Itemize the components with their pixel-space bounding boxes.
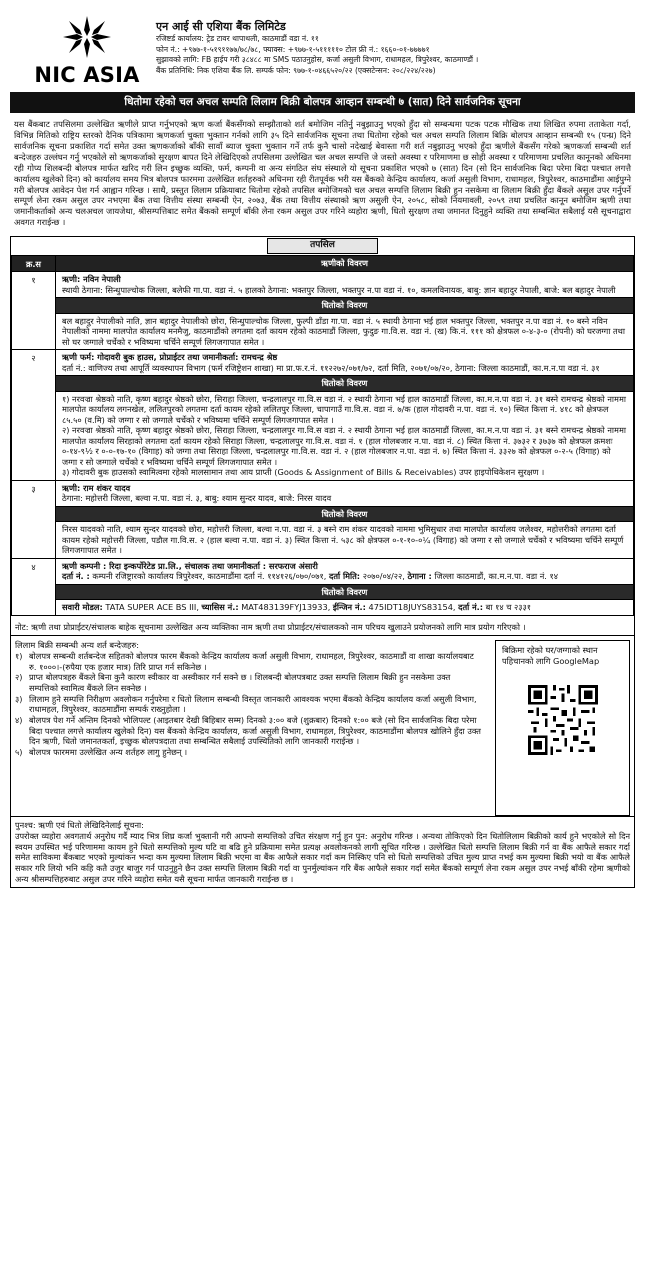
table-row bbox=[12, 480, 634, 506]
collateral-header: धितोको विवरण bbox=[56, 584, 634, 600]
borrower-name: ऋणी: राम शंकर यादव bbox=[62, 482, 131, 493]
table-row bbox=[12, 350, 634, 376]
collateral-details: निरस यादवको नाति, श्याम सुन्दर यादवको छोरा, महोत्तरी जिल्ला, बल्वा न.पा. वडा नं. ३ बस्ने राम शंकर यादवको नाममा भुमिसुधार तथा मालपोत कार्यालय जलेश्वर, महोत्तरीको लगतमा दर्ता कायम रहेको महोत्तरी जिल्ला, पडौल गा.वि.स. २ (हाल बल्वा न.पा. वडा नं. ३) स्थित कित्ता नं. ५३८ को क्षेत्रफल ०-१-१०-०¼ (विगाह) को जग्गा र सो जग्गाले चर्चेको र भविष्यमा चर्चिने सम्पूर्ण लिगजगापात समेत । bbox=[56, 522, 634, 559]
row-sn: २ bbox=[12, 350, 56, 481]
footer-notice bbox=[11, 816, 634, 887]
list-item: ५) बोलपत्र फारममा उल्लेखित अन्य शर्तहरु लागु हुनेछन् । bbox=[15, 746, 188, 757]
collateral-item: २) नरवज्रा श्रेष्ठको नाति, कृष्ण बहादुर श्रेष्ठको छोरा, सिराहा जिल्ला, चन्द्रलालपुर गा.वि.स वडा नं. २ स्थायी ठेगाना भई हाल काठमाडौं जिल्ला, का.म.न.पा वडा नं. ३१ बस्ने रामचन्द्र श्रेष्ठको नाममा मालपोत कार्यालय सिरहाको लगतमा दर्ता कायम रहेको सिराहा जिल्ला, चन्द्रलालपुर गा.वि.स. वडा नं. १ (हाल गोलबजार न.पा. वडा नं. ८) स्थित कित्ता नं. ३७३२ र ३७३७ को क्षेत्रफल क्रमशः ०-१४-९½ र ०-०-१७-१० (विगाह) को जग्गा तथा सिराहा जिल्ला, चन्द्रलालपुर गा.वि.स. वडा नं. २ (हाल गोलबजार न.पा. वडा नं. ७) स्थित कित्ता नं. ३३२७ को क्षेत्रफल ०-२-५ (विगाह) को जग्गा र सो जग्गाले चर्चेको र भविष्यमा चर्चिने सम्पूर्ण लिगजगापात समेत । bbox=[62, 425, 626, 467]
google-map-box bbox=[495, 640, 630, 816]
conditions-heading: लिलाम बिक्री सम्बन्धी अन्य शर्त बन्देजहरु: bbox=[15, 640, 140, 651]
collateral-header: धितोको विवरण bbox=[56, 376, 634, 392]
row-sn: ३ bbox=[12, 480, 56, 558]
map-box-text: बिक्रिमा रहेको घर/जग्गाको स्थान पहिचानको लागि GoogleMap bbox=[502, 645, 600, 667]
footer-text: उपरोक्त व्यहोरा अवगतार्थ अनुरोध गर्दै म्याद भित्र शिघ्र कर्जा भुक्तानी गरी आफ्नो सम्पत्तिको उचित संरक्षण गर्नु हुन पुन: अनुरोध गरिन्छ । अन्यथा तोकिएको दिन धितोलिलाम बिक्रीको कार्य हुने भएकोले सो दिन स्वयम उपस्थित भई परिणाममा कायम हुने धितो सम्पत्तिको मुल्य घटि वा बढि हुने प्रक्रियामा समेत प्रत्यक्ष अवलोकनको लागी सूचित गरिन्छ । उल्लेखित धितो सम्पत्ति लिलाम बिक्री गर्न वा बैंक आफैले सकार गर्दा समेत साविकमा बैंकबाट भएको मुल्यांकन भन्दा कम मुल्यमा लिलाम बिक्री भएमा वा बैंक आफैले सकार गर्दा कम निस्किए पनि सो धितो सम्पत्तिको उचित मुल्य प्राप्त नभई कम मुल्यमा बिक्री भयो वा बैंक आफैले सकार गरि लियो भनि कहि कतै उजुर बाजुर गर्न पाउनुहुने छैन उक्त सम्पत्ति लिलाम बिक्री गर्दा वा पुनर्मुल्यांकन गरि बैंक आफैले सकार गर्दा समेत बैंकको सम्पूर्ण लेना रकम असुल उपर नभई बाँकी रहेमा ऋणीको अन्य श्रीसम्पत्तिहरुबाट असुल उपर गरिने व्यहोरा समेत यसै सूचना मार्फत जानकारी गराईन्छ छ । bbox=[15, 831, 630, 884]
qr-code-icon[interactable] bbox=[528, 685, 598, 755]
col-header-detail: ऋणीको विवरण bbox=[56, 255, 634, 272]
header-line: सुझावको लागि: FB हाईप गरी ३८४८८ मा SMS पठाउनुहोस, कर्जा असुली विभाग, राधामहल, त्रिपुरेश्वर, काठमाण्डौं । bbox=[156, 55, 479, 65]
table-row bbox=[12, 558, 634, 584]
collateral-header: धितोको विवरण bbox=[56, 506, 634, 522]
header bbox=[10, 0, 635, 92]
schedule-title: तपसिल bbox=[267, 238, 378, 254]
bank-contact-info bbox=[146, 14, 635, 76]
schedule-section bbox=[10, 236, 635, 888]
collateral-details: बल बहादुर नेपालीको नाति, ज्ञान बहादुर नेपालीको छोरा, सिन्धुपाल्चोक जिल्ला, फुल्पी डाँडा गा.पा. वडा नं. ५ स्थायी ठेगाना भई हाल भक्तपुर जिल्ला, भक्तपुर न.पा वडा नं. १० बस्ने नविन नेपालीको नाममा मालपोत कार्यालय मनमैजु, काठमाडौंको लगतमा दर्ता कायम रहेको काठमाडौं जिल्ला, फुदुङ गा.वि.स. वडा नं. (ख) कि.नं. १११ को क्षेत्रफल ०-४-३-० (रोपनी) को घरजग्गा तथा सो घर जग्गाले चर्चेको र भविष्यमा चर्चिने सम्पूर्ण लिगजगापात समेत । bbox=[56, 313, 634, 350]
header-line: फोन नं.: +९७७-१-५१९११७७/७८/७८, फ्याक्स: +९७७-१-५१११११० टोल फ्री नं.: १६६०-०१-७७७७१ bbox=[156, 44, 430, 54]
borrower-name: ऋणी फर्म: गोदावरी बुक हाउस, प्रोप्राईटर तथा जमानीकर्ता: रामचन्द्र श्रेष्ठ bbox=[62, 352, 278, 363]
list-item: ४) बोलपत्र पेश गर्ने अन्तिम दिनको भोलिपल्ट (आइतबार देखी बिहिबार सम्म) दिनको ३:०० बजे (शुक्रबार) दिनको १:०० बजे (सो दिन सार्वजनिक बिदा परेमा बिदा पश्चात लगत्ते कार्यालय खुलेको दिन) यस बैंकको केन्द्रिय कार्यालय, कर्जा असुली विभाग, राधामहल, त्रिपुरेश्वर, काठमाडौंमा बोलपत्र खोलिने हुँदा उक्त दिन ऋणी, धितो जमानतकर्ता, इच्छुक बोलपत्रदाता तथा सम्बन्धित सबैलाई उपस्थितिको लागि जानकारी गराईन्छ । bbox=[15, 714, 481, 747]
bank-name: एन आई सी एशिया बैंक लिमिटेड bbox=[156, 20, 286, 33]
note-text: नोट: ऋणी तथा प्रोप्राईटर/संचालक बाहेक सूचनामा उल्लेखित अन्य व्यक्तिका नाम ऋणी तथा प्रोप्राईटर/संचालकको नाम परिचय खुलाउने प्रयोजनको लागि मात्र प्रयोग गरिएको । bbox=[15, 621, 526, 632]
collateral-item: १) नरवज्रा श्रेष्ठको नाति, कृष्ण बहादुर श्रेष्ठको छोरा, सिराहा जिल्ला, चन्द्रलालपुर गा.वि.स वडा नं. २ स्थायी ठेगाना भई हाल काठमाडौं जिल्ला, का.म.न.पा वडा नं. ३१ बस्ने रामचन्द्र श्रेष्ठको नाममा मालपोत कार्यालय लगनखेल, ललितपुरको लगतमा दर्ता कायम रहेको ललितपुर जिल्ला, चापागाउँ गा.वि.स. वडा नं. ७/क (हाल गोदावरी न.पा. वडा नं. १०) स्थित कित्ता नं. ४१८ को क्षेत्रफल ८५.५० (व.मि) को जग्गा र सो जग्गाले चर्चेको र भविष्यमा चर्चिने सम्पूर्ण लिगजगापात समेत । bbox=[62, 393, 626, 425]
collateral-header: धितोको विवरण bbox=[56, 298, 634, 314]
vehicle-details: सवारी मोडल: TATA SUPER ACE BS III, च्यासिस नं.: MAT483139FYJ13933, ईन्जिन नं.: 475IDT18JUYS83154, दर्ता नं.: बा १४ च २३३१ bbox=[56, 600, 634, 616]
conditions-section bbox=[11, 635, 634, 816]
table-row bbox=[12, 272, 634, 298]
borrower-name: ऋणी कम्पनी : रिदा इन्कर्पोरेटेड प्रा.लि., संचालक तथा जमानीकर्ता : सरफराज अंसारी bbox=[62, 560, 318, 571]
nic-asia-emblem-icon bbox=[59, 14, 115, 60]
borrower-name: ऋणी: नविन नेपाली bbox=[62, 274, 121, 285]
notice-intro: यस बैंकबाट तपसिलमा उल्लेखित ऋणीले प्राप्त गर्नुभएको ऋण कर्जा बैंकसँगको सम्झौताको शर्त बमोजिम नतिर्नु नबुझाउनु भएको हुँदा सो सम्बन्धमा पटक पटक मौखिक तथा लिखित रुपमा तताकेता गर्दा, विभिन्न मितिको राष्ट्रिय स्तरको दैनिक पत्रिकामा ऋणकर्जा चुक्ता भुक्तान गर्नको लागि ३५ दिने सार्वजनिक सूचना तथा धितोमा रहेको चल अचल सम्पति लिलाम बिक्रि बोलपत्र आव्हान सम्बन्धी १५ (पन्ध्र) दिने सार्वजनिक सूचना प्रकाशित गर्दा समेत उक्त ऋणकर्जाको बाँकी सावाँ ब्याज चुक्ता भुक्तान गर्ने तर्फ कुनै चासो नदेखाई बेवास्ता गरी शर्त नबुझाउनु भएको हुँदा ऋणीले बैंकसँग गरेको ऋणकर्जा सम्बन्धी शर्त बन्देजहरु उल्लंघन गर्नु भएकोले सो ऋणकर्जाको सुरक्षण बापत दिने लेखिदिएको तपसिलमा उल्लेखित चल अचल सम्पत्ति जे जस्तो अवस्था र परिमाणमा छ सोही अवस्था र परिमाणमा प्रचलित कानूनको अधिनमा रही गोप्य शिलबन्दी बोलपत्र मार्फत खरिद गरी लिन इच्छुक व्यक्ति, फर्म, कम्पनी वा अन्य संगठित संघ संस्थाले यो सूचना प्रकाशित भएको ७ (सात) दिन (सो दिन सार्वजनिक बिदा परेमा बिदा पश्चात लगत्तै कार्यालय खुलेको दिन) को कार्यालय समय भित्र बोलपत्र फारममा उल्लेखित शर्तहरुको अधिनमा रही रीतपूर्वक भरी यस बैंकको केन्द्रिय कार्यालय, कर्जा असुली विभाग, राधामहल, त्रिपुरेश्वर, काठमाडौंमा आईपुग्ने गरी बोलपत्र आवेदन पेश गर्न आह्वान गरिन्छ । साथै, प्रस्तुत लिलाम प्रक्रियाबाट धितोमा रहेको तपसिल बमोजिमको चल अचल सम्पत्ति लिलाम बिक्री हुन नसकेमा वा लिलाम बिक्री हुँदा बैंकले असुल उपर गर्नुपर्ने सम्पूर्ण लेना रकम असुल उपर नभएमा बैंक तथा वित्तीय संस्था सम्बन्धी ऐन, २०७३, बैंक तथा वित्तीय संस्थाको ऋण असुली ऐन, २०५८, सोको नियमावली, २०५९ तथा प्रचलित कानून बमोजिम ऋणी तथा जमानीकर्ताको अन्य चलअचल जायजेथा, श्रीसम्पत्तिबाट समेत बैंकको सम्पूर्ण बाँकी लेना रकम असुल उपर गरिने व्यहोरा ऋणी, धितो सुरक्षण तथा जमानत दिनुहुने व्यक्ति तथा सम्बन्धित सबैलाई यसै सूचनाद्वारा अवगत गराईन्छ । bbox=[14, 119, 631, 228]
list-item: २) प्राप्त बोलपत्रहरु बैंकले बिना कुनै कारण स्वीकार वा अस्वीकार गर्न सक्ने छ । शिलबन्दी बोलपत्रबाट उक्त सम्पत्ति लिलाम बिक्री हुन नसकेमा उक्त सम्पत्तिको स्वामित्व बैंकले लिन सक्नेछ । bbox=[15, 672, 451, 693]
borrower-details: ठेगाना: महोत्तरी जिल्ला, बल्वा न.पा. वडा नं. ३, बाबु: श्याम सुन्दर यादव, बाजे: निरस यादव bbox=[62, 493, 332, 504]
footer-heading: पुनश्च: ऋणी एवं धितो लेखिदिनेलाई सूचना: bbox=[15, 820, 144, 831]
notice-title: धितोमा रहेको चल अचल सम्पति लिलाम बिक्री बोलपत्र आव्हान सम्बन्धी ७ (सात) दिने सार्वजनिक सूचना bbox=[10, 92, 635, 113]
schedule-table bbox=[11, 255, 634, 616]
header-line: रजिष्टर्ड कार्यालय: ट्रेड टावर थापाथली, काठमाडौं वडा नं. ११ bbox=[156, 34, 319, 44]
borrower-details: दर्ता नं. : कम्पनी रजिष्ट्रारको कार्यालय त्रिपुरेश्वर, काठमाडौंमा दर्ता नं. ११४१२६/०७०/०७१, दर्ता मिति: २०७०/०४/२२, ठेगाना : जिल्ला काठमाडौं, का.म.न.पा. वडा नं. १४ bbox=[62, 571, 558, 582]
list-item: १) बोलपत्र सम्बन्धी शर्तबन्देज सहितको बोलपत्र फारम बैंकको केन्द्रिय कार्यालय कर्जा असुली विभाग, राधामहल, त्रिपुरेश्वर, काठमाडौं वा शाखा कार्यालयबाट रु. १०००।-(रुपैया एक हजार मात्र) तिरि प्राप्त गर्न सकिनेछ । bbox=[15, 651, 474, 672]
list-item: ३) लिलाम हुने सम्पत्ति निरीक्षण अवलोकन गर्नुपरेमा र धितो लिलाम सम्बन्धी विस्तृत जानकारी आवश्यक भएमा बैंकको केन्द्रिय कार्यालय कर्जा असुली विभाग, राधामहल, त्रिपुरेश्वर, काठमाडौंमा सम्पर्क राख्नुहोला । bbox=[15, 693, 477, 715]
header-line: बैंक प्रतिनिधि: निक एशिया बैंक लि. सम्पर्क फोन: ९७७-१-०४६६५२०/२२ (एक्सटेन्सन: २०८/२२४/२२७) bbox=[156, 65, 436, 75]
collateral-item: ३) गोदावरी बुक हाउसको स्वामित्वमा रहेको मालसामान तथा आय प्राप्ती (Goods & Assignment of Bills & Receivables) उपर हाइपोथिकेशन सुरक्षण । bbox=[62, 467, 545, 478]
borrower-details: स्थायी ठेगाना: सिन्धुपाल्चोक जिल्ला, बलेफी गा.पा. वडा नं. ५ हालको ठेगाना: भक्तपुर जिल्ला, भक्तपुर न.पा वडा नं. १०, कमलविनायक, बाबु: ज्ञान बहादुर नेपाली, बाजे: बल बहादुर नेपाली bbox=[62, 284, 616, 295]
row-sn: ४ bbox=[12, 558, 56, 615]
logo-text: NIC ASIA bbox=[34, 63, 140, 87]
conditions-list bbox=[15, 651, 481, 758]
bank-logo bbox=[28, 14, 146, 89]
row-sn: १ bbox=[12, 272, 56, 350]
col-header-sn: क्र.स bbox=[12, 255, 56, 272]
borrower-details: दर्ता नं.: वाणिज्य तथा आपूर्ति व्यवस्थापन विभाग (फर्म रजिष्ट्रेशन शाखा) मा प्रा.फ.र.नं. ११२२७२/०७१/७२, दर्ता मिति, २०७१/०७/२०, ठेगाना: जिल्ला काठमाडौं, का.म.न.पा वडा नं. ३१ bbox=[62, 362, 600, 373]
